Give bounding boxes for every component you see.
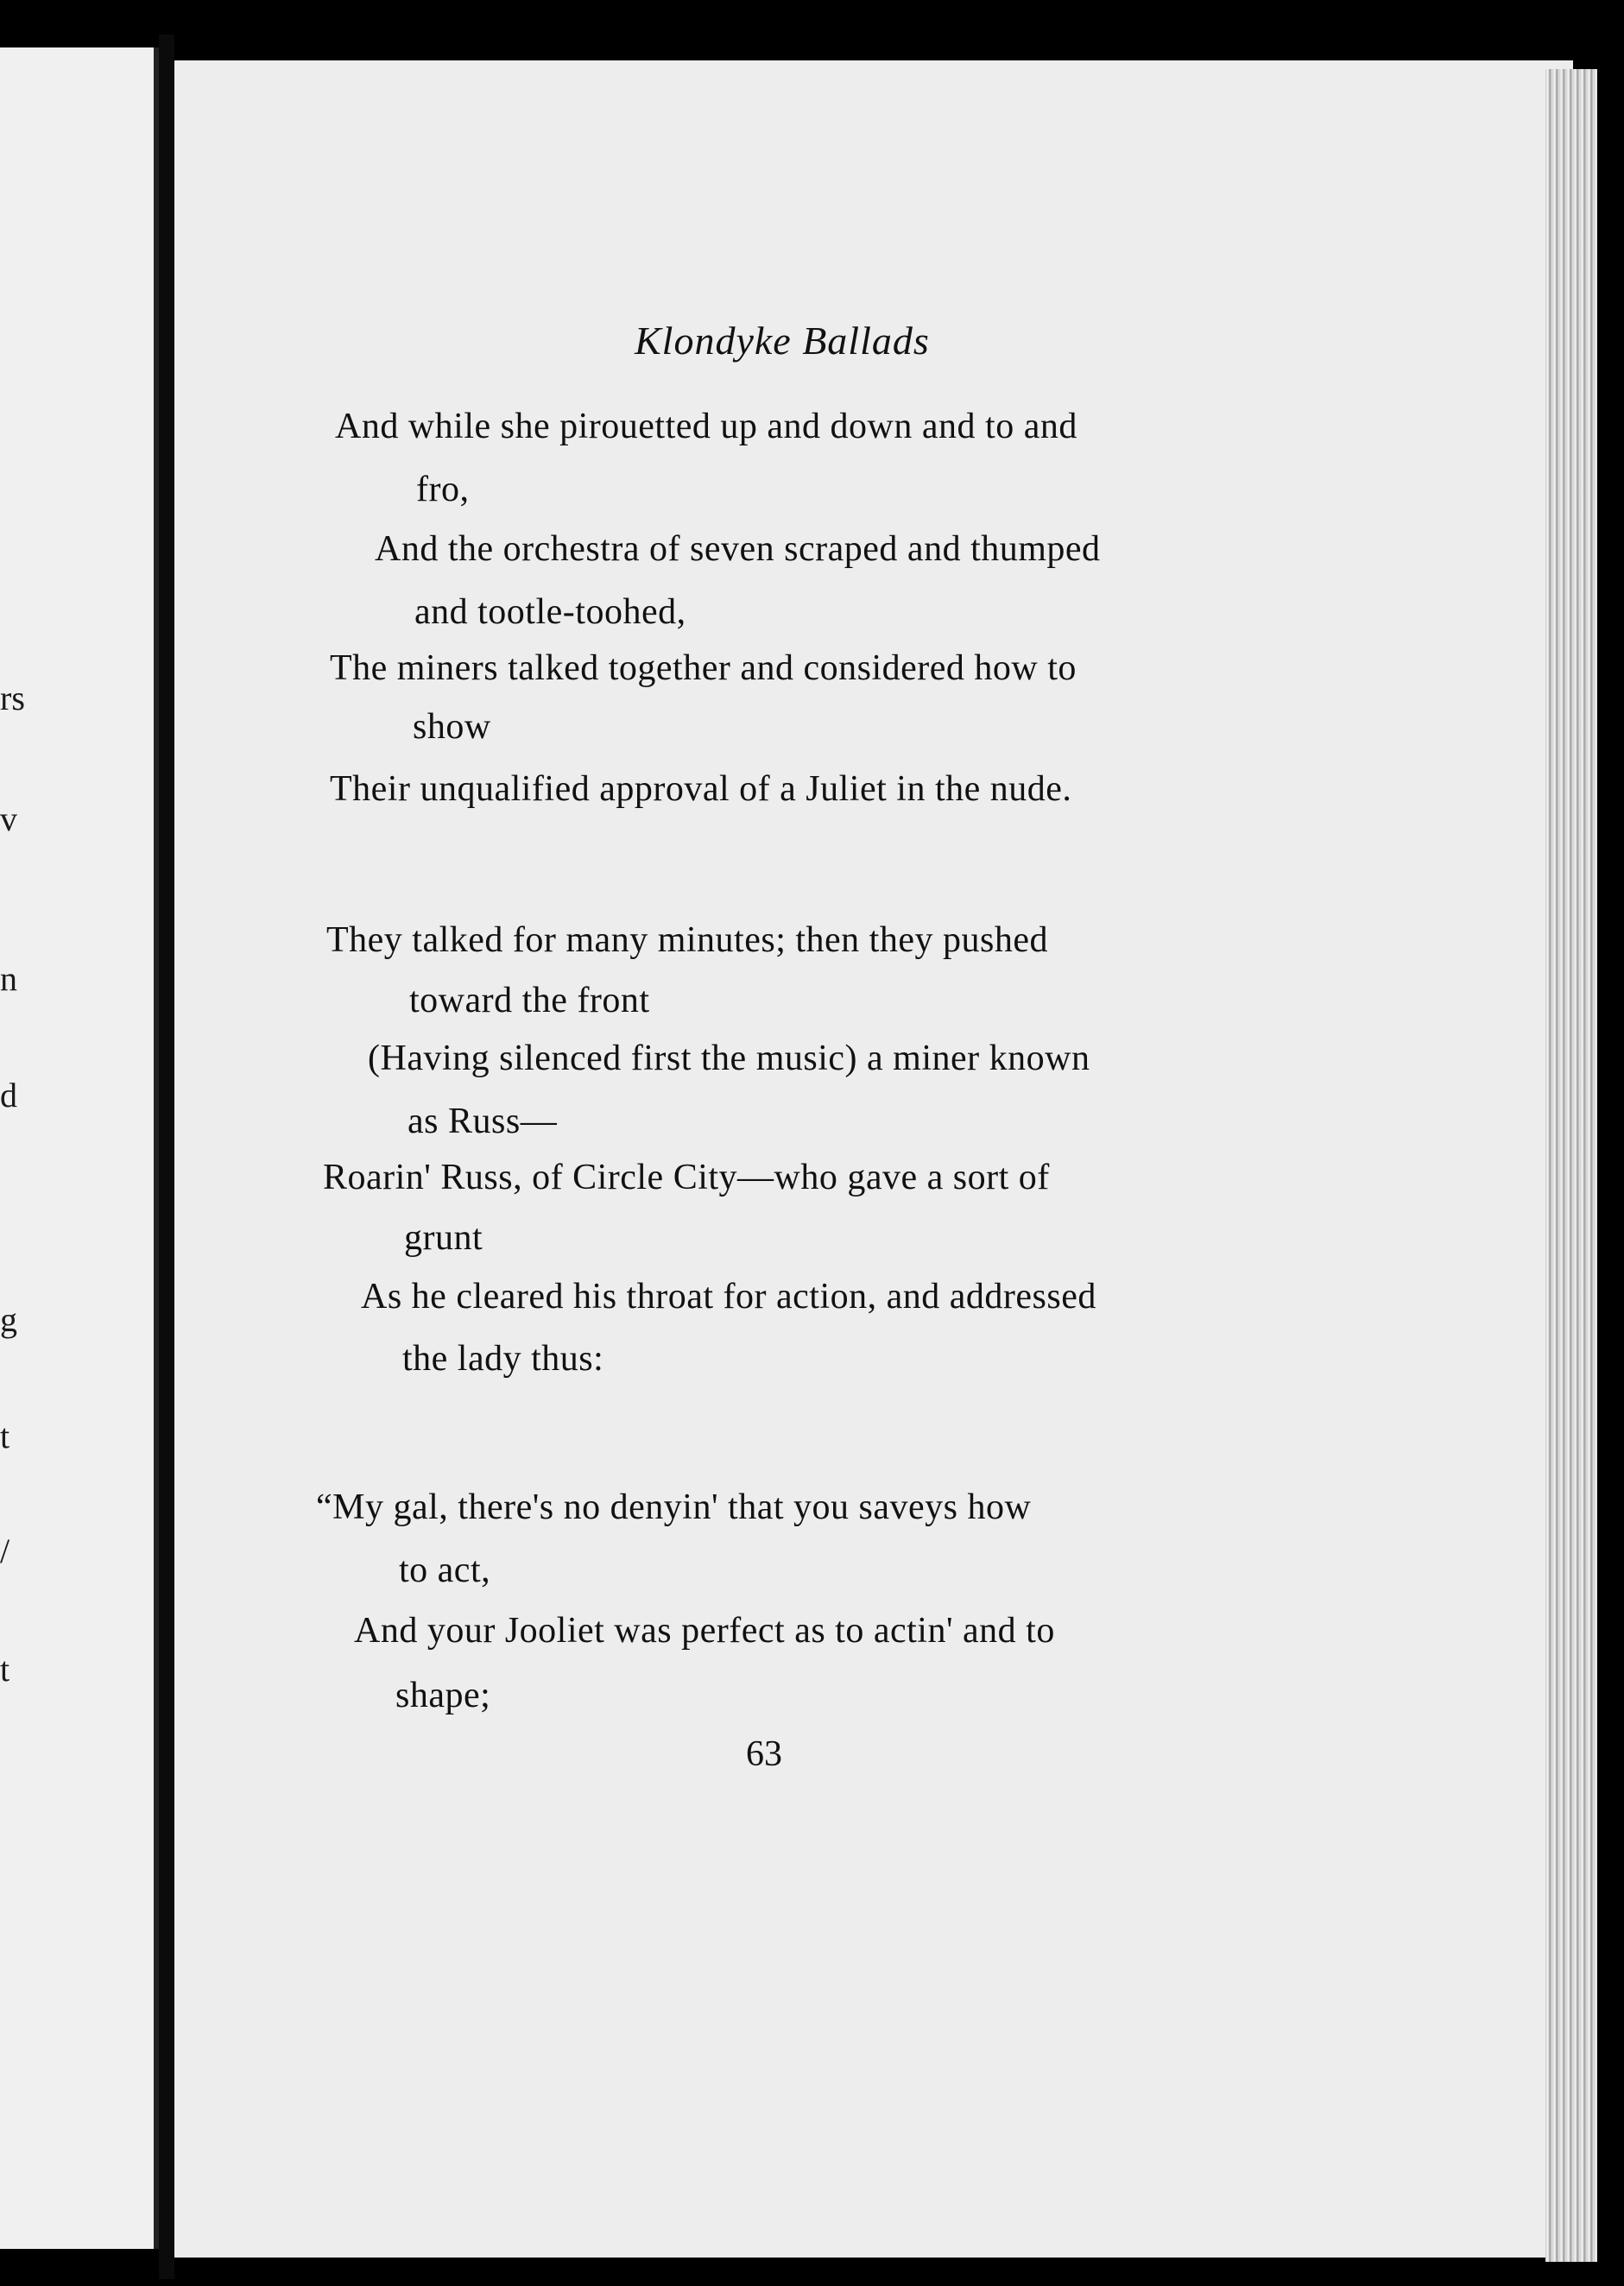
facing-page-fragment: g bbox=[0, 1300, 17, 1339]
facing-page-fragment: rs bbox=[0, 679, 25, 717]
poem-line: fro, bbox=[416, 470, 470, 509]
poem-line: And while she pirouetted up and down and to and bbox=[335, 407, 1077, 446]
poem-line: Roarin' Russ, of Circle City—who gave a sort of bbox=[323, 1158, 1050, 1197]
poem-line: And your Jooliet was perfect as to actin' and to bbox=[354, 1611, 1055, 1651]
poem-line: They talked for many minutes; then they pushed bbox=[326, 920, 1048, 960]
poem-line: toward the front bbox=[409, 981, 650, 1020]
book-gutter bbox=[159, 35, 174, 2279]
facing-page-fragment: t bbox=[0, 1417, 10, 1456]
poem-line: as Russ— bbox=[408, 1102, 558, 1141]
facing-page-fragment: d bbox=[0, 1076, 17, 1115]
poem-line: And the orchestra of seven scraped and thumped bbox=[375, 529, 1101, 569]
facing-page-edge bbox=[0, 47, 159, 2249]
page-number: 63 bbox=[746, 1734, 782, 1774]
poem-line: “My gal, there's no denyin' that you saveys how bbox=[316, 1487, 1032, 1527]
facing-page-fragment: / bbox=[0, 1531, 10, 1570]
poem-line: grunt bbox=[404, 1218, 483, 1258]
poem-line: to act, bbox=[399, 1550, 491, 1590]
poem-line: The miners talked together and considered how to bbox=[330, 648, 1077, 688]
poem-line: Their unqualified approval of a Juliet in the nude. bbox=[330, 769, 1072, 809]
poem-line: show bbox=[413, 707, 491, 747]
poem-line: and tootle-toohed, bbox=[414, 592, 686, 632]
page-edges bbox=[1545, 69, 1597, 2262]
running-head: Klondyke Ballads bbox=[635, 319, 930, 363]
poem-line: As he cleared his throat for action, and addressed bbox=[361, 1277, 1096, 1317]
poem-line: (Having silenced first the music) a miner known bbox=[368, 1039, 1090, 1078]
facing-page-fragment: n bbox=[0, 959, 17, 998]
poem-line: the lady thus: bbox=[402, 1339, 604, 1379]
poem-line: shape; bbox=[395, 1676, 491, 1715]
facing-page-fragment: v bbox=[0, 799, 17, 838]
facing-page-fragment: t bbox=[0, 1650, 10, 1689]
